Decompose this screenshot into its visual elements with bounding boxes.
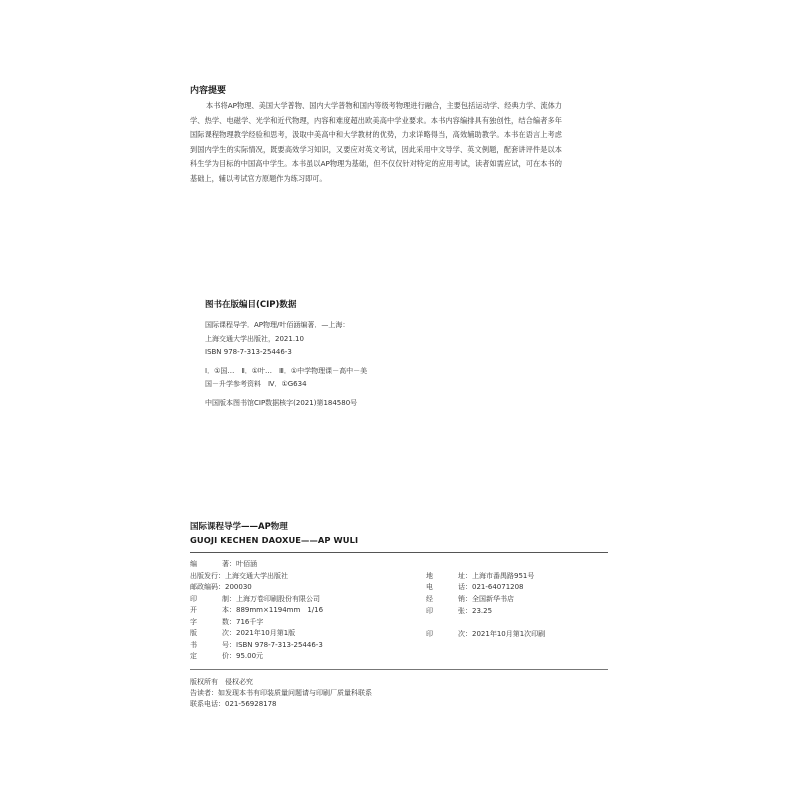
publishing-left — [190, 559, 323, 661]
cip-heading: 图书在版编目(CIP)数据 — [205, 300, 297, 310]
info-printing: 印 次：2021年10月第1次印刷 — [426, 630, 546, 638]
info-printer: 印 制：上海万卷印刷股份有限公司 — [190, 594, 320, 603]
title-divider — [190, 552, 608, 553]
info-sheets: 印 张：23.25 — [426, 607, 493, 615]
info-isbn: 书 号：ISBN 978-7-313-25446-3 — [190, 640, 323, 649]
summary-abstract — [190, 99, 562, 187]
info-distributor: 经 销：全国新华书店 — [426, 595, 514, 603]
cip-body — [205, 320, 367, 408]
cip-line-2: 上海交通大学出版社，2021.10 — [205, 335, 304, 343]
cip-line-3: ISBN 978-7-313-25446-3 — [205, 348, 292, 356]
info-wordcount: 字 数：716千字 — [190, 617, 264, 626]
summary-text: 本书将AP物理、美国大学普物、国内大学普物和国内等级考物理进行融合，主要包括运动学、经典力学、流体力学、热学、电磁学、光学和近代物理，内容和难度超出欧美高中学业要求。本书内容编排具有独创性，结合编者多年国际课程物理教学经验和思考，汲取中美高中和大学教材的优势，力求详略得当，高效辅助教学。本书在语言上考虑到国内学生的实际情况，既要高效学习知识，又要应对英文考试，因此采用中文导学、英文例题，配套讲评件是以本科生学为目标的中国高中学生。本书虽以AP物理为基础，但不仅仅针对特定的应用考试，读者如需应试，可在本书的基础上，辅以考试官方原题作为练习即可。 — [190, 101, 562, 183]
info-price: 定 价：95.00元 — [190, 652, 264, 660]
info-format: 开 本：889mm×1194mm 1/16 — [190, 606, 324, 614]
title-cn: 国际课程导学——AP物理 — [190, 522, 288, 532]
cip-line-5: 国－升学参考资料 Ⅳ．①G634 — [205, 380, 307, 388]
rights-phone: 联系电话：021-56928178 — [190, 700, 277, 708]
rights-notice: 告读者：如发现本书有印装质量问题请与印刷厂质量科联系 — [190, 689, 372, 697]
rights-reserved: 版权所有 侵权必究 — [190, 678, 253, 686]
cip-record: 中国版本图书馆CIP数据核字(2021)第184580号 — [205, 399, 358, 407]
info-divider — [190, 669, 608, 670]
info-postcode: 邮政编码：200030 — [190, 583, 252, 591]
info-author: 编 著：叶佰涵 — [190, 560, 257, 568]
info-phone: 电 话：021-64071208 — [426, 583, 524, 591]
cip-line-1: 国际课程导学．AP物理/叶佰涵编著．—上海： — [205, 321, 350, 329]
info-publisher: 出版发行：上海交通大学出版社 — [190, 571, 288, 580]
summary-heading: 内容提要 — [190, 86, 227, 96]
summary-paragraph — [190, 99, 562, 187]
rights-block — [190, 677, 372, 709]
cip-line-4: Ⅰ．①国… Ⅱ．①叶… Ⅲ．①中学物理课－高中－美 — [205, 367, 368, 375]
info-edition: 版 次：2021年10月第1版 — [190, 629, 296, 637]
title-en: GUOJI KECHEN DAOXUE——AP WULI — [190, 535, 359, 545]
info-address: 地 址：上海市番禺路951号 — [426, 571, 535, 580]
